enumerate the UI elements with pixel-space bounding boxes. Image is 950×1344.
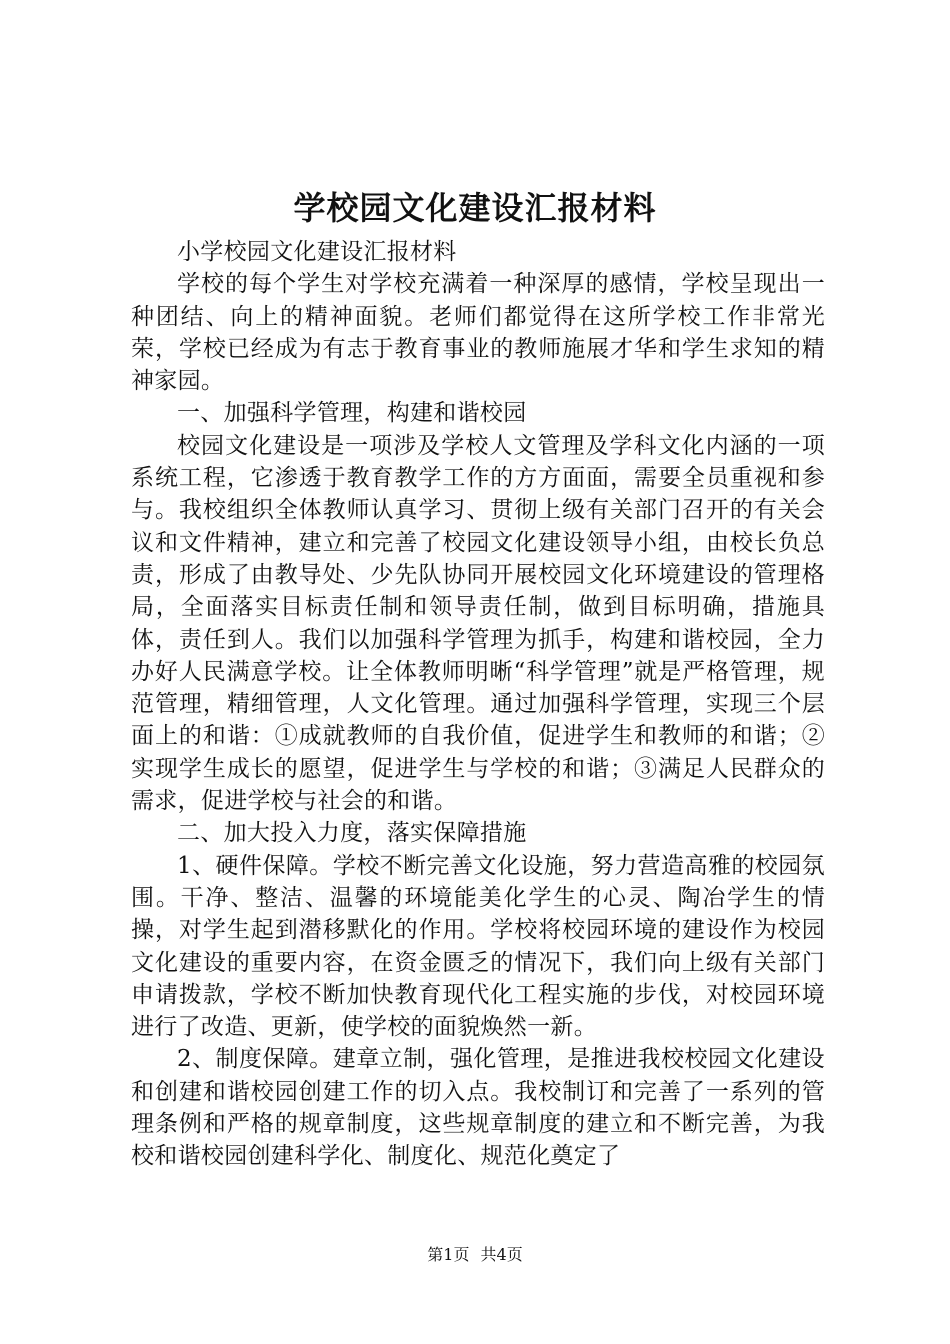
- page-number: 第1页: [427, 1245, 470, 1264]
- section-heading-2: 二、加大投入力度，落实保障措施: [177, 820, 527, 847]
- paragraph-section-1: 校园文化建设是一项涉及学校人文管理及学科文化内涵的一项系统工程，它渗透于教育教学工作的方方面面，需要全员重视和参与。我校组织全体教师认真学习、贯彻上级有关部门召开的有关会议和文件精神，建立和完善了校园文化建设领导小组，由校长负总责，形成了由教导处、少先队协同开展校园文化环境建设的管理格局，全面落实目标责任制和领导责任制，做到目标明确，措施具体，责任到人。我们以加强科学管理为抓手，构建和谐校园，全力办好人民满意学校。让全体教师明晰“科学管理”就是严格管理，规范管理，精细管理，人文化管理。通过加强科学管理，实现三个层面上的和谐：①成就教师的自我价值，促进学生和教师的和谐；②实现学生成长的愿望，促进学生与学校的和谐；③满足人民群众的需求，促进学校与社会的和谐。: [131, 432, 825, 815]
- section-heading-1: 一、加强科学管理，构建和谐校园: [177, 400, 527, 427]
- document-body: [131, 236, 825, 1173]
- paragraph-intro: 学校的每个学生对学校充满着一种深厚的感情，学校呈现出一种团结、向上的精神面貌。老师们都觉得在这所学校工作非常光荣，学校已经成为有志于教育事业的教师施展才华和学生求知的精神家园。: [131, 271, 825, 395]
- page-footer: [0, 1244, 950, 1266]
- paragraph-system: 2、制度保障。建章立制，强化管理，是推进我校校园文化建设和创建和谐校园创建工作的切入点。我校制订和完善了一系列的管理条例和严格的规章制度，这些规章制度的建立和不断完善，为我校和谐校园创建科学化、制度化、规范化奠定了: [131, 1046, 825, 1170]
- paragraph-hardware: 1、硬件保障。学校不断完善文化设施，努力营造高雅的校园氛围。干净、整洁、温馨的环境能美化学生的心灵、陶冶学生的情操，对学生起到潜移默化的作用。学校将校园环境的建设作为校园文化建设的重要内容，在资金匮乏的情况下，我们向上级有关部门申请拨款，学校不断加快教育现代化工程实施的步伐，对校园环境进行了改造、更新，使学校的面貌焕然一新。: [131, 852, 825, 1041]
- doc-subtitle: 小学校园文化建设汇报材料: [177, 239, 457, 265]
- page-total: 共4页: [480, 1245, 523, 1264]
- page-title: 学校园文化建设汇报材料: [293, 189, 657, 227]
